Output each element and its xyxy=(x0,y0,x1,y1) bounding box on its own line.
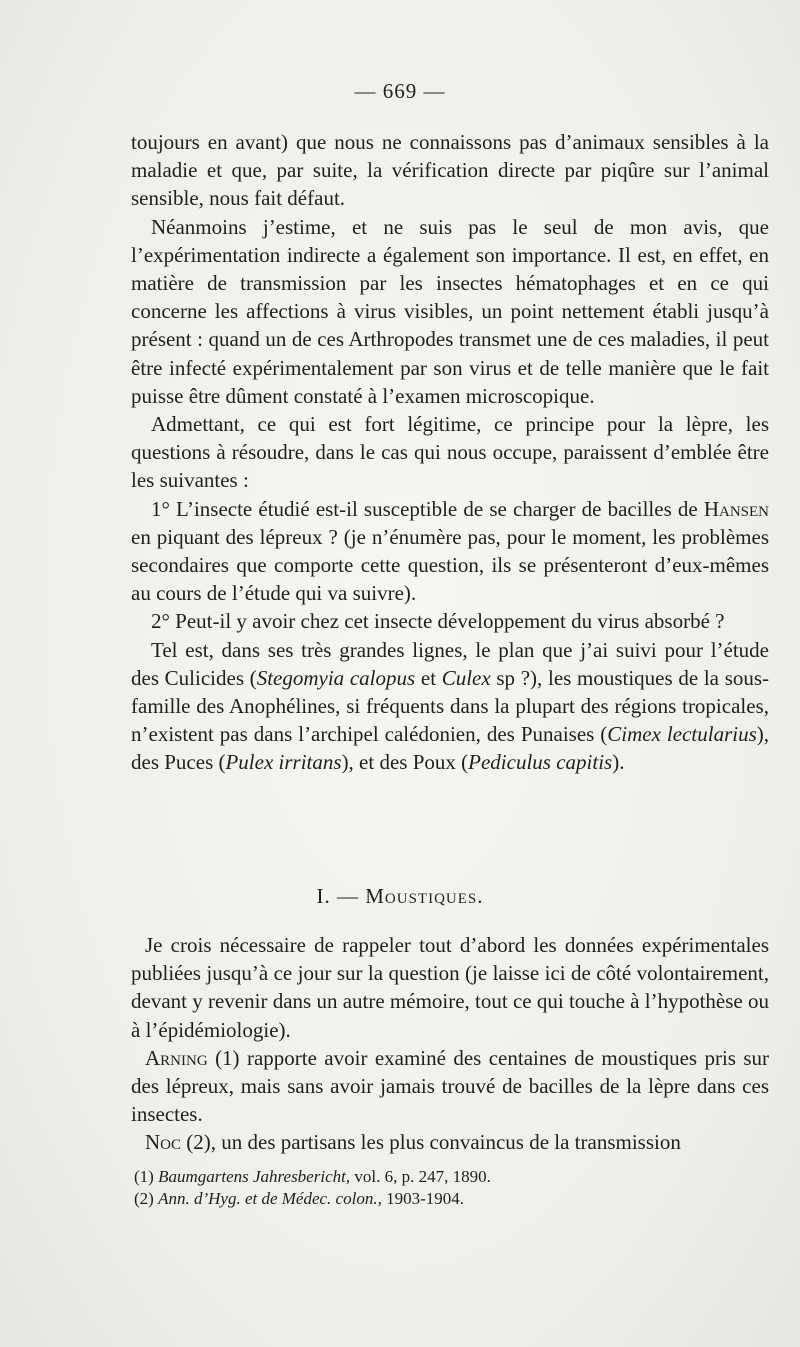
question-1-number: 1° xyxy=(151,496,170,521)
question-2-text: Peut-il y avoir chez cet insecte développement du virus absorbé ? xyxy=(175,609,725,634)
species-stegomyia: Stegomyia calopus xyxy=(256,665,416,690)
footnote-1 xyxy=(134,1166,774,1188)
footnote-2-title: Ann. d’Hyg. et de Médec. colon., xyxy=(158,1189,382,1208)
species-pediculus: Pediculus capitis xyxy=(468,750,613,775)
species-pulex: Pulex irritans xyxy=(225,750,342,775)
footnote-ref-1: (1) xyxy=(215,1045,240,1070)
paragraph-principle: Admettant, ce qui est fort légitime, ce principe pour la lèpre, les questions à résoudre, dans le cas qui nous occupe, paraissent d’emblée être les suivantes : xyxy=(131,412,769,493)
plan-text-e: ), et des Poux ( xyxy=(341,750,469,775)
question-1-text-a: L’insecte étudié est-il susceptible de se charger de bacilles de xyxy=(176,496,698,521)
body-text-upper xyxy=(131,128,769,777)
footnote-1-number: (1) xyxy=(134,1167,154,1186)
plan-text-b: et xyxy=(415,665,442,690)
paragraph-recall: Je crois nécessaire de rappeler tout d’abord les données expérimentales publiées jusqu’à ce jour sur la question (je laisse ici de côté volontairement, devant y revenir dans un autre mémoire, tout ce qui touche à l’hypothèse ou à l’épidémiologie). xyxy=(131,933,769,1042)
section-heading xyxy=(0,884,800,909)
paragraph-noc xyxy=(131,1128,769,1156)
section-title: Moustiques. xyxy=(365,884,484,908)
footnote-2-details: 1903-1904. xyxy=(386,1189,464,1208)
species-cimex: Cimex lectularius xyxy=(607,722,757,747)
paragraph-question-1 xyxy=(131,495,769,608)
plan-text-d: ), des Puces ( xyxy=(131,722,769,775)
author-arning: Arning xyxy=(145,1045,208,1070)
author-hansen: Hansen xyxy=(703,496,770,521)
paragraph-experimentation: Néanmoins j’estime, et ne suis pas le seul de mon avis, que l’expérimentation indirecte a également son importance. Il est, en effet, en matière de transmission par les insectes hématophages et en ce qui concerne les affections à virus visibles, un point nettement établi jusqu’à présent : quand un de ces Arthropodes transmet une de ces maladies, il peut être infecté expérimentalement par son virus et de telle manière que le fait puisse être dûment constaté à l’examen microscopique. xyxy=(131,214,769,408)
noc-text: un des partisans les plus convaincus de la transmission xyxy=(221,1130,681,1155)
species-culex: Culex xyxy=(441,665,491,690)
section-numeral: I. — xyxy=(316,884,359,908)
author-noc: Noc xyxy=(145,1130,182,1155)
plan-text-c: sp ?), les moustiques de la sous-famille des Anophélines, si fréquents dans la plupart des régions tropicales, n’existent pas dans l’archipel calédonien, des Punaises ( xyxy=(131,665,770,747)
page-number: — 669 — xyxy=(354,79,446,103)
footnote-1-title: Baumgartens Jahresbericht, xyxy=(158,1167,351,1186)
paragraph-continuation: toujours en avant) que nous ne connaissons pas d’animaux sensibles à la maladie et que, par suite, la vérification directe par piqûre sur l’animal sensible, nous fait défaut. xyxy=(131,130,769,211)
arning-text: rapporte avoir examiné des centaines de moustiques pris sur des lépreux, mais sans avoir jamais trouvé de bacilles de la lèpre dans ces insectes. xyxy=(131,1045,770,1127)
footnote-2-number: (2) xyxy=(134,1189,154,1208)
question-1-text-b: en piquant des lépreux ? (je n’énumère pas, pour le moment, les problèmes secondaires que comporte cette question, ils se présenteront d’eux-mêmes au cours de l’étude qui va suivre). xyxy=(131,524,769,606)
footnote-2 xyxy=(134,1188,774,1210)
footnotes xyxy=(134,1166,774,1210)
footnote-1-details: vol. 6, p. 247, 1890. xyxy=(354,1167,491,1186)
paragraph-arning xyxy=(131,1044,769,1129)
plan-text-f: ). xyxy=(612,750,625,775)
paragraph-question-2 xyxy=(131,607,769,635)
plan-text-a: Tel est, dans ses très grandes lignes, le plan que j’ai suivi pour l’étude des Culicides ( xyxy=(131,637,769,690)
question-2-number: 2° xyxy=(151,609,170,634)
footnote-ref-2: (2), xyxy=(186,1130,217,1155)
body-text-lower xyxy=(131,931,769,1157)
paragraph-plan xyxy=(131,636,769,777)
